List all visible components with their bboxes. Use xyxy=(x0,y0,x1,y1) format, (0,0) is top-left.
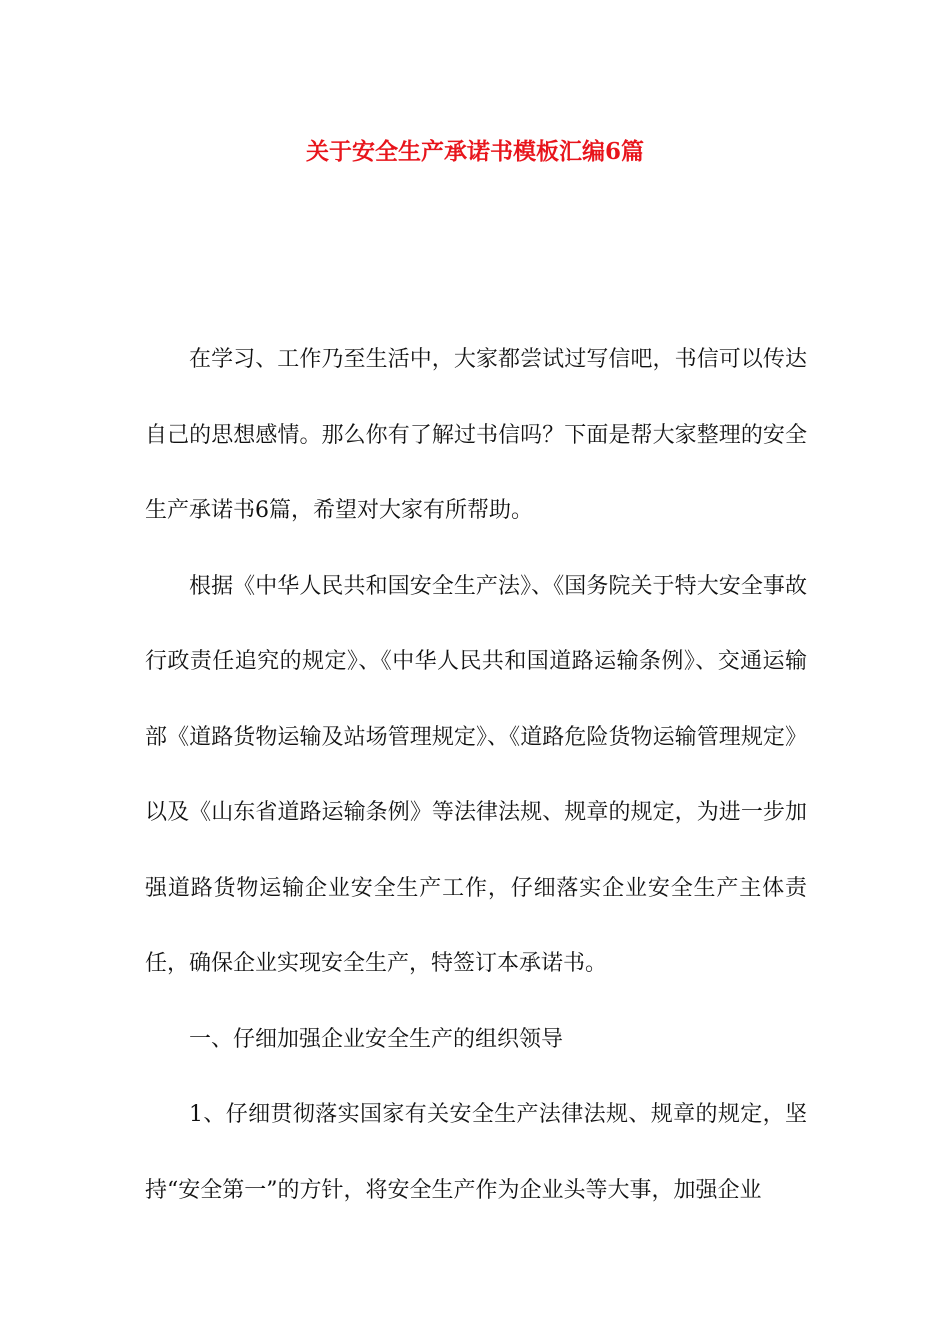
section-heading-1: 一、仔细加强企业安全生产的组织领导 xyxy=(189,1026,564,1052)
paragraph-intro: 在学习、工作乃至生活中，大家都尝试过写信吧，书信可以传达自己的思想感情。那么你有了解过书信吗？下面是帮大家整理的安全生产承诺书6篇，希望对大家有所帮助。 xyxy=(145,347,807,523)
paragraph-legal-basis: 根据《中华人民共和国安全生产法》、《国务院关于特大安全事故行政责任追究的规定》、《中华人民共和国道路运输条例》、交通运输部《道路货物运输及站场管理规定》、《道路危险货物运输管理规定》以及《山东省道路运输条例》等法律法规、规章的规定，为进一步加强道路货物运输企业安全生产工作，仔细落实企业安全生产主体责任，确保企业实现安全生产，特签订本承诺书。 xyxy=(145,573,807,976)
document-title: 关于安全生产承诺书模板汇编6篇 xyxy=(305,138,644,165)
paragraph-item-1: 1、仔细贯彻落实国家有关安全生产法律法规、规章的规定，坚持“安全第一”的方针，将安全生产作为企业头等大事，加强企业 xyxy=(145,1102,807,1203)
document-body xyxy=(145,322,807,1228)
